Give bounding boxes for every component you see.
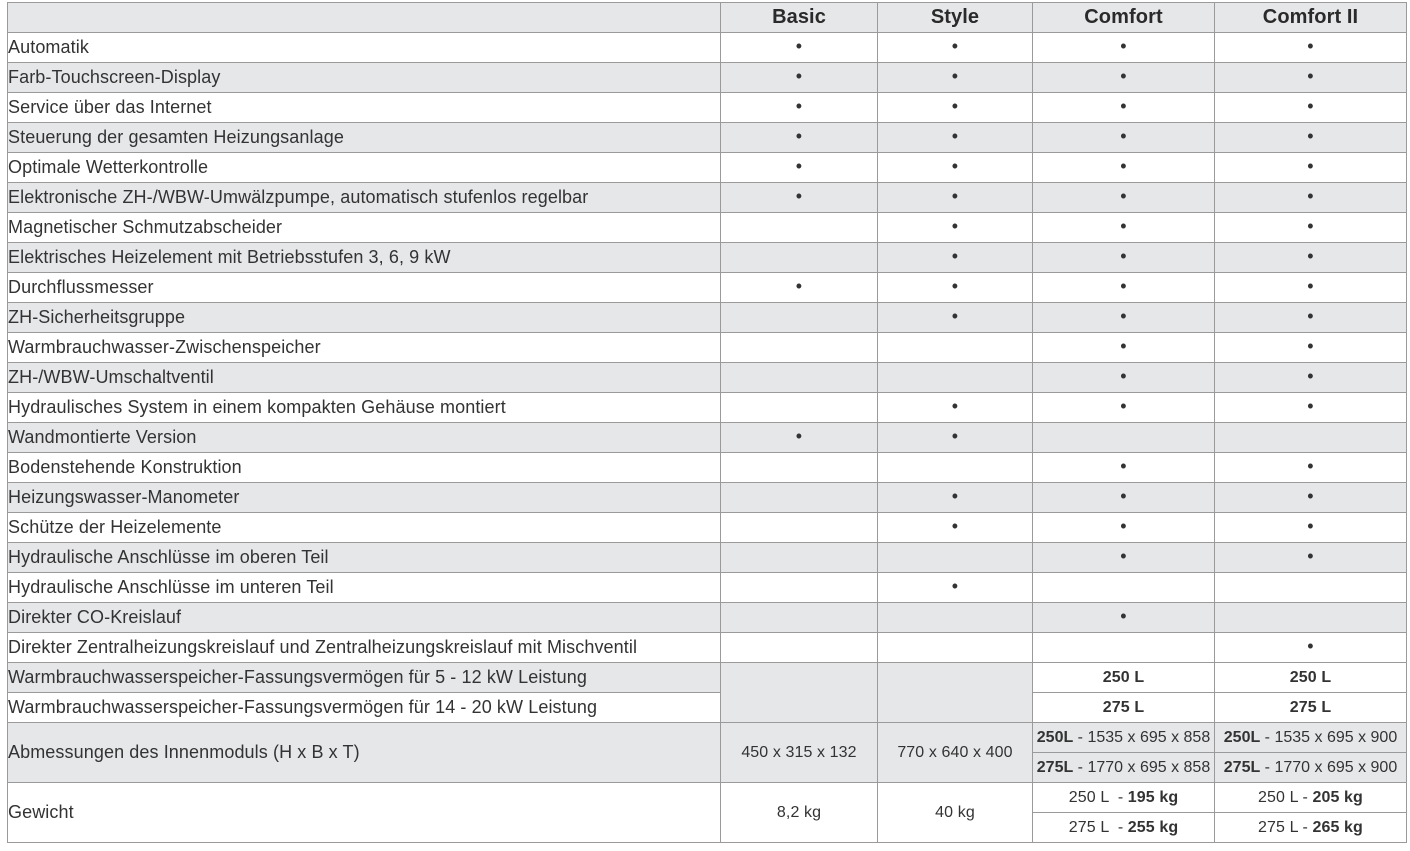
weight-comfort-275-prefix: 275 L - — [1068, 819, 1128, 836]
feature-label: Steuerung der gesamten Heizungsanlage — [8, 123, 721, 153]
feature-row — [8, 303, 1407, 333]
feature-cell-comfort — [1033, 573, 1215, 603]
included-dot-icon: • — [951, 396, 959, 416]
feature-label: Bodenstehende Konstruktion — [8, 453, 721, 483]
feature-label: Magnetischer Schmutzabscheider — [8, 213, 721, 243]
feature-cell-comfort2 — [1215, 123, 1407, 153]
feature-cell-style — [878, 423, 1033, 453]
included-dot-icon: • — [1307, 96, 1314, 116]
feature-row — [8, 153, 1407, 183]
feature-cell-basic — [721, 453, 878, 483]
feature-cell-style — [878, 243, 1033, 273]
included-dot-icon: • — [1120, 606, 1127, 626]
capacity-comfort-5-12: 250 L — [1033, 663, 1215, 693]
feature-label: Wandmontierte Version — [8, 423, 721, 453]
feature-cell-basic — [721, 363, 878, 393]
feature-cell-style — [878, 513, 1033, 543]
weight-comfort-250-value: 195 kg — [1127, 789, 1179, 806]
included-dot-icon: • — [1120, 306, 1127, 326]
feature-cell-basic — [721, 243, 878, 273]
feature-cell-basic — [721, 603, 878, 633]
feature-label: Durchflussmesser — [8, 273, 721, 303]
feature-row — [8, 183, 1407, 213]
feature-cell-comfort2 — [1215, 543, 1407, 573]
feature-cell-style — [878, 393, 1033, 423]
feature-cell-style — [878, 543, 1033, 573]
feature-cell-comfort2 — [1215, 93, 1407, 123]
weight-comfort2-275-value: 265 kg — [1312, 819, 1363, 836]
included-dot-icon: • — [951, 486, 959, 506]
dimensions-comfort2-275 — [1215, 753, 1407, 783]
feature-cell-style — [878, 603, 1033, 633]
included-dot-icon: • — [1120, 276, 1127, 296]
feature-cell-comfort2 — [1215, 183, 1407, 213]
included-dot-icon: • — [1120, 546, 1127, 566]
weight-basic: 8,2 kg — [721, 783, 878, 843]
included-dot-icon: • — [1307, 546, 1314, 566]
feature-cell-comfort2 — [1215, 453, 1407, 483]
feature-cell-basic — [721, 183, 878, 213]
feature-cell-style — [878, 123, 1033, 153]
feature-cell-basic — [721, 303, 878, 333]
included-dot-icon: • — [1120, 186, 1127, 206]
dimensions-basic: 450 x 315 x 132 — [721, 723, 878, 783]
feature-cell-comfort — [1033, 423, 1215, 453]
included-dot-icon: • — [951, 156, 959, 176]
included-dot-icon: • — [795, 156, 803, 176]
included-dot-icon: • — [1120, 126, 1127, 146]
included-dot-icon: • — [951, 186, 959, 206]
feature-cell-comfort2 — [1215, 63, 1407, 93]
feature-cell-basic — [721, 393, 878, 423]
feature-label: ZH-Sicherheitsgruppe — [8, 303, 721, 333]
feature-cell-comfort2 — [1215, 273, 1407, 303]
feature-cell-style — [878, 303, 1033, 333]
weight-comfort2-250-value: 205 kg — [1312, 789, 1363, 806]
feature-row — [8, 573, 1407, 603]
feature-cell-comfort — [1033, 603, 1215, 633]
header-row — [8, 3, 1407, 33]
included-dot-icon: • — [1307, 276, 1314, 296]
feature-cell-comfort — [1033, 453, 1215, 483]
weight-comfort2-250-prefix: 250 L - — [1258, 789, 1313, 806]
feature-cell-comfort — [1033, 363, 1215, 393]
column-header-comfort-ii: Comfort II — [1215, 3, 1407, 33]
included-dot-icon: • — [951, 96, 959, 116]
included-dot-icon: • — [795, 36, 803, 56]
dimensions-comfort-275 — [1033, 753, 1215, 783]
weight-comfort2-275 — [1215, 813, 1407, 843]
dimensions-comfort2-250-value: - 1535 x 695 x 900 — [1260, 729, 1398, 746]
feature-label: Automatik — [8, 33, 721, 63]
capacity-style-empty — [878, 663, 1033, 723]
feature-cell-comfort — [1033, 483, 1215, 513]
feature-row — [8, 363, 1407, 393]
feature-cell-basic — [721, 513, 878, 543]
feature-cell-style — [878, 153, 1033, 183]
feature-cell-style — [878, 33, 1033, 63]
feature-cell-style — [878, 93, 1033, 123]
feature-cell-style — [878, 453, 1033, 483]
feature-cell-basic — [721, 33, 878, 63]
feature-label: Direkter CO-Kreislauf — [8, 603, 721, 633]
feature-cell-basic — [721, 633, 878, 663]
included-dot-icon: • — [795, 186, 803, 206]
feature-cell-comfort2 — [1215, 573, 1407, 603]
included-dot-icon: • — [1120, 486, 1127, 506]
feature-row — [8, 273, 1407, 303]
feature-cell-comfort — [1033, 63, 1215, 93]
included-dot-icon: • — [795, 126, 803, 146]
included-dot-icon: • — [1120, 456, 1127, 476]
feature-cell-comfort — [1033, 153, 1215, 183]
weight-comfort-250 — [1033, 783, 1215, 813]
weight-row-a — [8, 783, 1407, 813]
included-dot-icon: • — [795, 426, 803, 446]
included-dot-icon: • — [1307, 366, 1314, 386]
included-dot-icon: • — [951, 216, 959, 236]
feature-row — [8, 543, 1407, 573]
feature-cell-basic — [721, 153, 878, 183]
feature-label: Hydraulisches System in einem kompakten Gehäuse montiert — [8, 393, 721, 423]
feature-row — [8, 483, 1407, 513]
feature-cell-comfort2 — [1215, 393, 1407, 423]
feature-cell-style — [878, 273, 1033, 303]
feature-cell-style — [878, 633, 1033, 663]
dimensions-comfort-250 — [1033, 723, 1215, 753]
dimensions-comfort-275-size: 275L — [1036, 759, 1074, 776]
included-dot-icon: • — [1120, 516, 1127, 536]
included-dot-icon: • — [1120, 156, 1127, 176]
feature-label: Hydraulische Anschlüsse im unteren Teil — [8, 573, 721, 603]
feature-cell-comfort2 — [1215, 153, 1407, 183]
column-header-comfort: Comfort — [1033, 3, 1215, 33]
feature-label: Hydraulische Anschlüsse im oberen Teil — [8, 543, 721, 573]
feature-row — [8, 603, 1407, 633]
included-dot-icon: • — [951, 306, 959, 326]
feature-cell-comfort2 — [1215, 243, 1407, 273]
included-dot-icon: • — [1307, 36, 1314, 56]
feature-cell-comfort2 — [1215, 333, 1407, 363]
feature-cell-basic — [721, 543, 878, 573]
feature-cell-comfort2 — [1215, 633, 1407, 663]
included-dot-icon: • — [1307, 66, 1314, 86]
included-dot-icon: • — [951, 126, 959, 146]
dimensions-row-a — [8, 723, 1407, 753]
weight-label: Gewicht — [8, 783, 721, 843]
included-dot-icon: • — [1307, 156, 1314, 176]
dimensions-comfort-250-size: 250L — [1036, 729, 1074, 746]
included-dot-icon: • — [1307, 216, 1314, 236]
feature-label: Optimale Wetterkontrolle — [8, 153, 721, 183]
feature-cell-comfort — [1033, 123, 1215, 153]
capacity-label-14-20: Warmbrauchwasserspeicher-Fassungsvermögen für 14 - 20 kW Leistung — [8, 693, 721, 723]
feature-cell-comfort — [1033, 303, 1215, 333]
weight-comfort-275-value: 255 kg — [1127, 819, 1179, 836]
feature-label: Farb-Touchscreen-Display — [8, 63, 721, 93]
feature-label: Direkter Zentralheizungskreislauf und Zentralheizungskreislauf mit Mischventil — [8, 633, 721, 663]
spec-rows — [8, 663, 1407, 843]
feature-cell-comfort2 — [1215, 513, 1407, 543]
feature-cell-style — [878, 183, 1033, 213]
included-dot-icon: • — [951, 516, 959, 536]
feature-row — [8, 33, 1407, 63]
feature-cell-comfort2 — [1215, 423, 1407, 453]
included-dot-icon: • — [951, 576, 959, 596]
feature-cell-comfort — [1033, 213, 1215, 243]
feature-row — [8, 243, 1407, 273]
included-dot-icon: • — [1307, 186, 1314, 206]
feature-cell-style — [878, 333, 1033, 363]
feature-cell-basic — [721, 333, 878, 363]
dimensions-comfort-250-value: - 1535 x 695 x 858 — [1073, 729, 1211, 746]
feature-cell-comfort2 — [1215, 33, 1407, 63]
included-dot-icon: • — [795, 276, 803, 296]
feature-cell-comfort2 — [1215, 363, 1407, 393]
feature-cell-style — [878, 483, 1033, 513]
capacity-comfort2-5-12: 250 L — [1215, 663, 1407, 693]
feature-cell-comfort — [1033, 33, 1215, 63]
included-dot-icon: • — [1120, 366, 1127, 386]
feature-cell-comfort — [1033, 93, 1215, 123]
included-dot-icon: • — [795, 96, 803, 116]
feature-cell-comfort2 — [1215, 303, 1407, 333]
weight-comfort2-275-prefix: 275 L - — [1258, 819, 1313, 836]
included-dot-icon: • — [1307, 306, 1314, 326]
feature-label: Heizungswasser-Manometer — [8, 483, 721, 513]
feature-cell-comfort — [1033, 243, 1215, 273]
feature-row — [8, 123, 1407, 153]
column-header-basic: Basic — [721, 3, 878, 33]
feature-row — [8, 93, 1407, 123]
included-dot-icon: • — [1307, 486, 1314, 506]
feature-row — [8, 213, 1407, 243]
header-corner — [8, 3, 721, 33]
feature-cell-comfort — [1033, 633, 1215, 663]
included-dot-icon: • — [951, 36, 959, 56]
feature-row — [8, 423, 1407, 453]
feature-cell-style — [878, 63, 1033, 93]
capacity-row-14-20 — [8, 693, 1407, 723]
feature-cell-style — [878, 363, 1033, 393]
dimensions-comfort-275-value: - 1770 x 695 x 858 — [1073, 759, 1211, 776]
feature-rows — [8, 33, 1407, 663]
weight-comfort-250-prefix: 250 L - — [1068, 789, 1128, 806]
weight-comfort2-250 — [1215, 783, 1407, 813]
feature-label: Warmbrauchwasser-Zwischenspeicher — [8, 333, 721, 363]
included-dot-icon: • — [951, 276, 959, 296]
feature-row — [8, 393, 1407, 423]
capacity-label-5-12: Warmbrauchwasserspeicher-Fassungsvermögen für 5 - 12 kW Leistung — [8, 663, 721, 693]
included-dot-icon: • — [1120, 96, 1127, 116]
feature-label: Elektrisches Heizelement mit Betriebsstufen 3, 6, 9 kW — [8, 243, 721, 273]
included-dot-icon: • — [951, 246, 959, 266]
feature-row — [8, 333, 1407, 363]
included-dot-icon: • — [1120, 66, 1127, 86]
included-dot-icon: • — [951, 426, 959, 446]
included-dot-icon: • — [1307, 396, 1314, 416]
feature-cell-basic — [721, 93, 878, 123]
dimensions-comfort2-275-size: 275L — [1223, 759, 1261, 776]
dimensions-style: 770 x 640 x 400 — [878, 723, 1033, 783]
dimensions-comfort2-275-value: - 1770 x 695 x 900 — [1260, 759, 1398, 776]
included-dot-icon: • — [1120, 246, 1127, 266]
feature-cell-comfort2 — [1215, 603, 1407, 633]
feature-cell-basic — [721, 123, 878, 153]
feature-cell-comfort — [1033, 513, 1215, 543]
included-dot-icon: • — [1307, 456, 1314, 476]
capacity-row-5-12 — [8, 663, 1407, 693]
included-dot-icon: • — [1120, 36, 1127, 56]
feature-row — [8, 633, 1407, 663]
included-dot-icon: • — [1120, 216, 1127, 236]
feature-label: ZH-/WBW-Umschaltventil — [8, 363, 721, 393]
feature-label: Service über das Internet — [8, 93, 721, 123]
included-dot-icon: • — [795, 66, 803, 86]
feature-row — [8, 63, 1407, 93]
comparison-table — [7, 2, 1407, 843]
included-dot-icon: • — [1307, 516, 1314, 536]
included-dot-icon: • — [951, 66, 959, 86]
included-dot-icon: • — [1307, 636, 1314, 656]
capacity-comfort2-14-20: 275 L — [1215, 693, 1407, 723]
capacity-basic-empty — [721, 663, 878, 723]
feature-cell-basic — [721, 273, 878, 303]
feature-cell-comfort — [1033, 333, 1215, 363]
feature-cell-comfort — [1033, 393, 1215, 423]
column-header-style: Style — [878, 3, 1033, 33]
feature-label: Elektronische ZH-/WBW-Umwälzpumpe, automatisch stufenlos regelbar — [8, 183, 721, 213]
feature-cell-basic — [721, 423, 878, 453]
included-dot-icon: • — [1307, 246, 1314, 266]
feature-cell-comfort2 — [1215, 213, 1407, 243]
feature-cell-basic — [721, 63, 878, 93]
feature-cell-comfort — [1033, 543, 1215, 573]
capacity-comfort-14-20: 275 L — [1033, 693, 1215, 723]
dimensions-comfort2-250-size: 250L — [1223, 729, 1261, 746]
feature-label: Schütze der Heizelemente — [8, 513, 721, 543]
included-dot-icon: • — [1120, 336, 1127, 356]
feature-cell-style — [878, 213, 1033, 243]
included-dot-icon: • — [1307, 126, 1314, 146]
weight-style: 40 kg — [878, 783, 1033, 843]
feature-cell-basic — [721, 573, 878, 603]
feature-row — [8, 453, 1407, 483]
feature-cell-comfort2 — [1215, 483, 1407, 513]
weight-comfort-275 — [1033, 813, 1215, 843]
included-dot-icon: • — [1307, 336, 1314, 356]
included-dot-icon: • — [1120, 396, 1127, 416]
feature-cell-basic — [721, 483, 878, 513]
feature-cell-comfort — [1033, 183, 1215, 213]
feature-cell-comfort — [1033, 273, 1215, 303]
feature-cell-basic — [721, 213, 878, 243]
feature-cell-style — [878, 573, 1033, 603]
feature-row — [8, 513, 1407, 543]
dimensions-label: Abmessungen des Innenmoduls (H x B x T) — [8, 723, 721, 783]
dimensions-comfort2-250 — [1215, 723, 1407, 753]
